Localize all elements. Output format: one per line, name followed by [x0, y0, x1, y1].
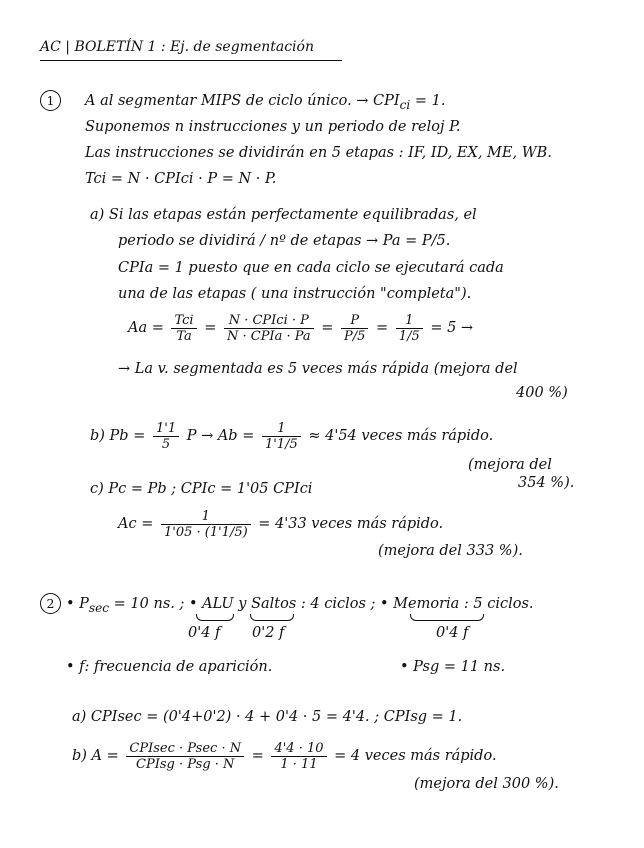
ex1-line3: Las instrucciones se dividirán en 5 etapas : IF, ID, EX, ME, WB.: [85, 145, 552, 161]
ex2b-frac-1: [126, 741, 244, 772]
ex2b-end: = 4 veces más rápido.: [334, 748, 497, 764]
ex2b-frac-2-den: 1 · 11: [280, 756, 318, 772]
ex2b-lhs: b) A =: [72, 748, 119, 764]
brace-memoria: [410, 614, 484, 621]
ex1c-line1: c) Pc = Pb ; CPIc = 1'05 CPIci: [90, 481, 313, 497]
ex1a-frac-1-den: Ta: [176, 328, 192, 344]
ex2b-frac-1-den: CPIsg · Psg · N: [136, 756, 235, 772]
ex2-frequency-note: • f: frecuencia de aparición.: [66, 659, 273, 675]
ex2-psg-note: • Psg = 11 ns.: [400, 659, 506, 675]
ex1a-frac-2: [224, 313, 314, 344]
ex1b-frac-2-den: 1'1/5: [264, 436, 298, 452]
ex1-line1-sub: ci: [399, 97, 411, 112]
ex1b-frac-2: [262, 421, 301, 452]
ex1a-frac-1-num: Tci: [171, 313, 196, 329]
ex1c-lhs: Ac =: [118, 516, 154, 532]
ex1c-frac-den: 1'05 · (1'1/5): [163, 524, 248, 540]
ex2a-line: a) CPIsec = (0'4+0'2) · 4 + 0'4 · 5 = 4'4. ; CPIsg = 1.: [72, 709, 463, 725]
ex1b-end: ≈ 4'54 veces más rápido.: [308, 428, 494, 444]
ex1c-end: = 4'33 veces más rápido.: [258, 516, 444, 532]
ex1a-line2: periodo se dividirá / nº de etapas → Pa = P/5.: [118, 233, 451, 249]
ex1a-eq-lhs: Aa =: [128, 320, 164, 336]
exercise-2-marker: 2: [40, 593, 61, 614]
ex1-line1-end: = 1.: [414, 93, 446, 109]
ex2-label-memoria: 0'4 f: [436, 625, 469, 641]
ex2b-frac-2-num: 4'4 · 10: [271, 741, 326, 757]
ex1c-frac-num: 1: [161, 509, 251, 525]
page-title: AC | BOLETÍN 1 : Ej. de segmentación: [40, 39, 314, 55]
ex1-line2: Suponemos n instrucciones y un periodo de reloj P.: [85, 119, 461, 135]
ex1b-equation: [90, 418, 493, 454]
ex1b-frac-1-num: 1'1: [153, 421, 179, 437]
ex1a-frac-4: [396, 313, 423, 344]
ex1a-conclusion: → La v. segmentada es 5 veces más rápida (mejora del: [118, 361, 518, 377]
ex1b-improvement-1: (mejora del: [468, 457, 552, 473]
ex1a-frac-3-den: P/5: [344, 328, 366, 344]
ex2b-frac-2: [271, 741, 326, 772]
ex1a-frac-3-num: P: [341, 313, 368, 329]
ex1b-lhs: b) Pb =: [90, 428, 146, 444]
ex1a-frac-4-den: 1/5: [398, 328, 420, 344]
ex1a-line4: una de las etapas ( una instrucción "completa").: [118, 286, 472, 302]
ex1c-equation: [118, 506, 443, 542]
ex1a-line1: a) Si las etapas están perfectamente equilibradas, el: [90, 207, 477, 223]
ex1-line1-text: A al segmentar MIPS de ciclo único. → CPI: [85, 93, 400, 109]
ex2-label-alu: 0'4 f: [188, 625, 221, 641]
brace-alu: [196, 614, 234, 621]
exercise-1-marker: 1: [40, 90, 61, 111]
ex2b-frac-1-num: CPIsec · Psec · N: [126, 741, 244, 757]
ex2b-equation: b) A = $\frac{\text{CPIsec · Psec · N}}{\text{CPIsg · Psg · N}}$ = $\frac{4'4 \cdot 10}{1 \cdot 11}$ = 4 veces más rápido.: [72, 740, 497, 772]
ex1b-mid: P → Ab =: [186, 428, 255, 444]
ex1a-frac-2-den: N · CPIa · Pa: [226, 328, 311, 344]
ex1b-frac-1-den: 5: [161, 436, 171, 452]
ex1b-frac-1: [153, 421, 179, 452]
ex1-line4: Tci = N · CPIci · P = N · P.: [85, 171, 277, 187]
ex2-label-saltos: 0'2 f: [252, 625, 285, 641]
ex1a-eq-end: = 5 →: [430, 320, 474, 336]
ex1b-frac-2-num: 1: [262, 421, 301, 437]
ex1c-improvement: (mejora del 333 %).: [378, 543, 523, 559]
ex2-line1-a: • P: [66, 596, 89, 612]
ex1c-frac: [161, 509, 251, 540]
ex1a-line3: CPIa = 1 puesto que en cada ciclo se ejecutará cada: [118, 260, 504, 276]
ex1a-frac-2-num: N · CPIci · P: [224, 313, 314, 329]
ex2-line1-b: = 10 ns. ; • ALU y Saltos : 4 ciclos ; • Memoria : 5 ciclos.: [113, 596, 534, 612]
ex1a-frac-4-num: 1: [396, 313, 423, 329]
ex1a-frac-3: [341, 313, 368, 344]
ex2b-improvement: (mejora del 300 %).: [414, 776, 559, 792]
ex1a-improvement: 400 %): [516, 385, 568, 401]
ex1-line1: [85, 92, 445, 114]
ex1a-equation: Aa = $\frac{\text{Tci}}{Ta}$ = $\frac{\text{N · CPIci · P}}{\text{N · CPIa · Pa}}$ = $\frac{P}{P/5}$ = $\frac{1}{1/5}$ = 5 →: [128, 312, 474, 344]
ex1b-improvement-2: 354 %).: [518, 475, 575, 491]
title-underline: [40, 60, 342, 61]
ex1a-frac-1: [171, 313, 196, 344]
brace-saltos: [250, 614, 294, 621]
ex2-line1-sub: sec: [88, 600, 110, 615]
